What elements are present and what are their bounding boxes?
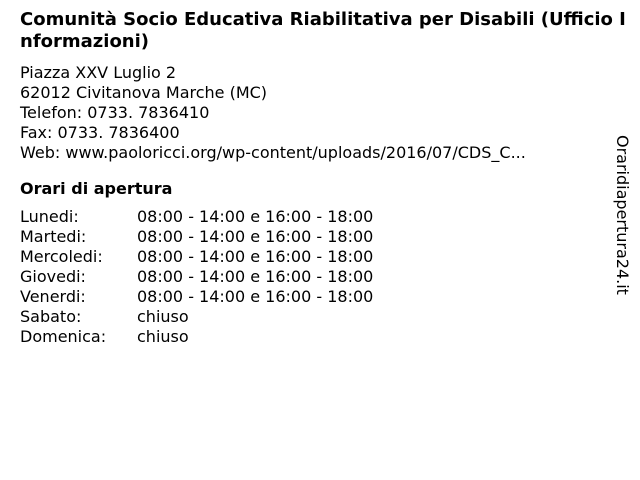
street-address: Piazza XXV Luglio 2 (20, 63, 177, 82)
hours-value: 08:00 - 14:00 e 16:00 - 18:00 (137, 287, 374, 306)
city-address: 62012 Civitanova Marche (MC) (20, 83, 268, 102)
hours-value: 08:00 - 14:00 e 16:00 - 18:00 (137, 207, 374, 226)
day-label: Domenica: (20, 327, 107, 346)
site-watermark-text: Oraridiapertura24.it (613, 135, 632, 295)
hours-row-wednesday (20, 247, 630, 267)
page-title: Comunità Socio Educativa Riabilitativa per Disabili (Ufficio Informazioni) (20, 9, 626, 52)
web-link[interactable]: Web: www.paoloricci.org/wp-content/uploads/2016/07/CDS_C... (20, 143, 526, 162)
phone-number: Telefon: 0733. 7836410 (20, 103, 210, 122)
day-label: Lunedi: (20, 207, 79, 226)
day-label: Mercoledi: (20, 247, 103, 266)
hours-row-sunday (20, 327, 630, 347)
opening-hours-heading: Orari di apertura (20, 179, 173, 198)
hours-value: 08:00 - 14:00 e 16:00 - 18:00 (137, 247, 374, 266)
hours-row-monday (20, 207, 630, 227)
hours-row-friday (20, 287, 630, 307)
hours-value: chiuso (137, 327, 189, 346)
hours-value: 08:00 - 14:00 e 16:00 - 18:00 (137, 227, 374, 246)
hours-row-tuesday (20, 227, 630, 247)
site-watermark (612, 135, 632, 307)
hours-value: chiuso (137, 307, 189, 326)
hours-row-saturday (20, 307, 630, 327)
day-label: Martedi: (20, 227, 87, 246)
address-block (20, 63, 630, 163)
opening-hours-list (20, 207, 630, 347)
day-label: Venerdi: (20, 287, 86, 306)
hours-row-thursday (20, 267, 630, 287)
day-label: Sabato: (20, 307, 82, 326)
fax-number: Fax: 0733. 7836400 (20, 123, 180, 142)
hours-value: 08:00 - 14:00 e 16:00 - 18:00 (137, 267, 374, 286)
info-panel (20, 9, 630, 347)
day-label: Giovedi: (20, 267, 86, 286)
